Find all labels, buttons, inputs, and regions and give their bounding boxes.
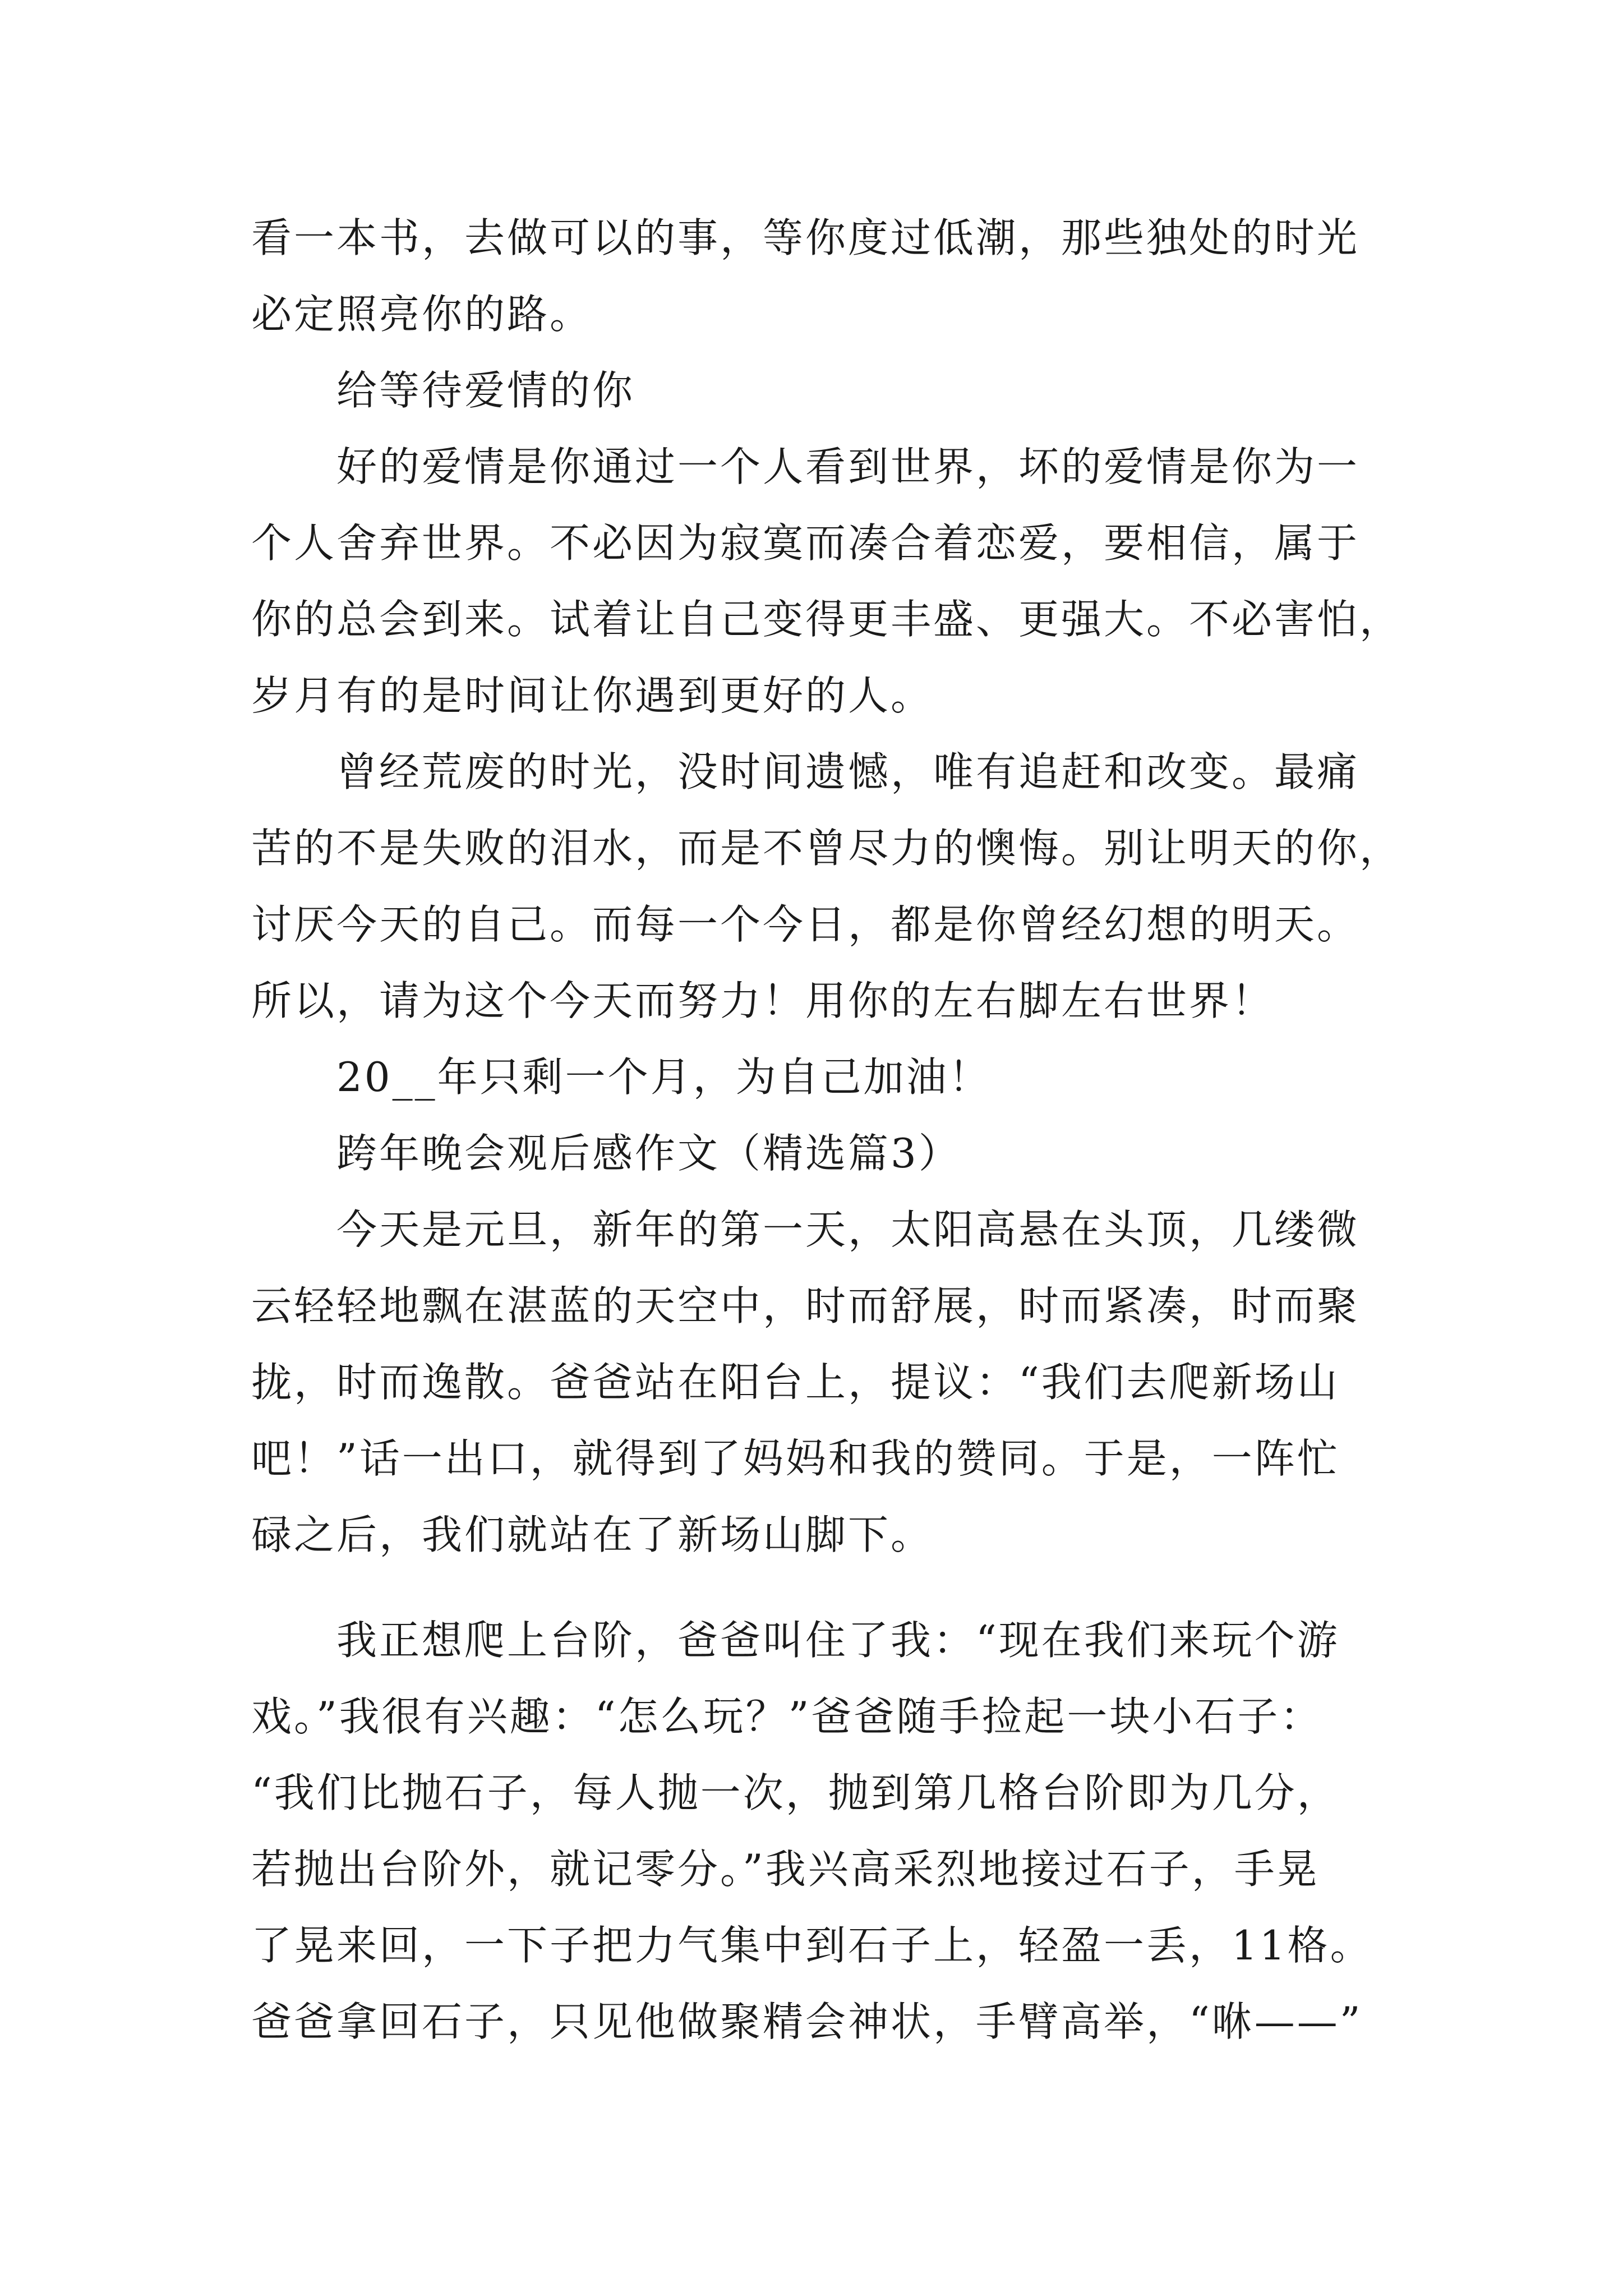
text-line: 了晃来回，一下子把力气集中到石子上，轻盈一丢，11格。 bbox=[251, 1922, 1373, 1969]
text-line: 20__年只剩一个月，为自己加油！ bbox=[336, 1053, 992, 1101]
text-line: 若抛出台阶外，就记零分。”我兴高采烈地接过石子，手晃 bbox=[251, 1846, 1320, 1893]
text-line: 岁月有的是时间让你遇到更好的人。 bbox=[251, 672, 934, 719]
text-line: 好的爱情是你通过一个人看到世界，坏的爱情是你为一 bbox=[336, 443, 1360, 490]
text-line: 碌之后，我们就站在了新场山脚下。 bbox=[251, 1511, 934, 1558]
text-line: 看一本书，去做可以的事，等你度过低潮，那些独处的时光 bbox=[251, 214, 1360, 261]
text-line: 所以，请为这个今天而努力！用你的左右脚左右世界！ bbox=[251, 977, 1275, 1024]
text-line: 讨厌今天的自己。而每一个今日，都是你曾经幻想的明天。 bbox=[251, 901, 1360, 948]
text-line: 戏。”我很有兴趣：“怎么玩？”爸爸随手捡起一块小石子： bbox=[251, 1693, 1323, 1740]
section-heading: 跨年晚会观后感作文（精选篇3） bbox=[336, 1130, 961, 1177]
text-line: 你的总会到来。试着让自己变得更丰盛、更强大。不必害怕， bbox=[251, 596, 1403, 643]
text-line: 吧！”话一出口，就得到了妈妈和我的赞同。于是，一阵忙 bbox=[251, 1435, 1340, 1482]
text-line: 爸爸拿回石子，只见他做聚精会神状，手臂高举，“咻——” bbox=[251, 1998, 1363, 2045]
text-line: 必定照亮你的路。 bbox=[251, 291, 593, 338]
text-line: 苦的不是失败的泪水，而是不曾尽力的懊悔。别让明天的你， bbox=[251, 825, 1403, 872]
text-line: “我们比抛石子，每人抛一次，抛到第几格台阶即为几分， bbox=[251, 1769, 1340, 1816]
text-line: 我正想爬上台阶，爸爸叫住了我：“现在我们来玩个游 bbox=[336, 1617, 1340, 1664]
text-line: 今天是元旦，新年的第一天，太阳高悬在头顶，几缕微 bbox=[336, 1206, 1360, 1253]
section-heading: 给等待爱情的你 bbox=[336, 367, 635, 414]
text-line: 个人舍弃世界。不必因为寂寞而凑合着恋爱，要相信，属于 bbox=[251, 519, 1360, 567]
text-line: 云轻轻地飘在湛蓝的天空中，时而舒展，时而紧凑，时而聚 bbox=[251, 1282, 1360, 1329]
text-line: 曾经荒废的时光，没时间遗憾，唯有追赶和改变。最痛 bbox=[336, 748, 1360, 795]
text-line: 拢，时而逸散。爸爸站在阳台上，提议：“我们去爬新场山 bbox=[251, 1359, 1340, 1406]
